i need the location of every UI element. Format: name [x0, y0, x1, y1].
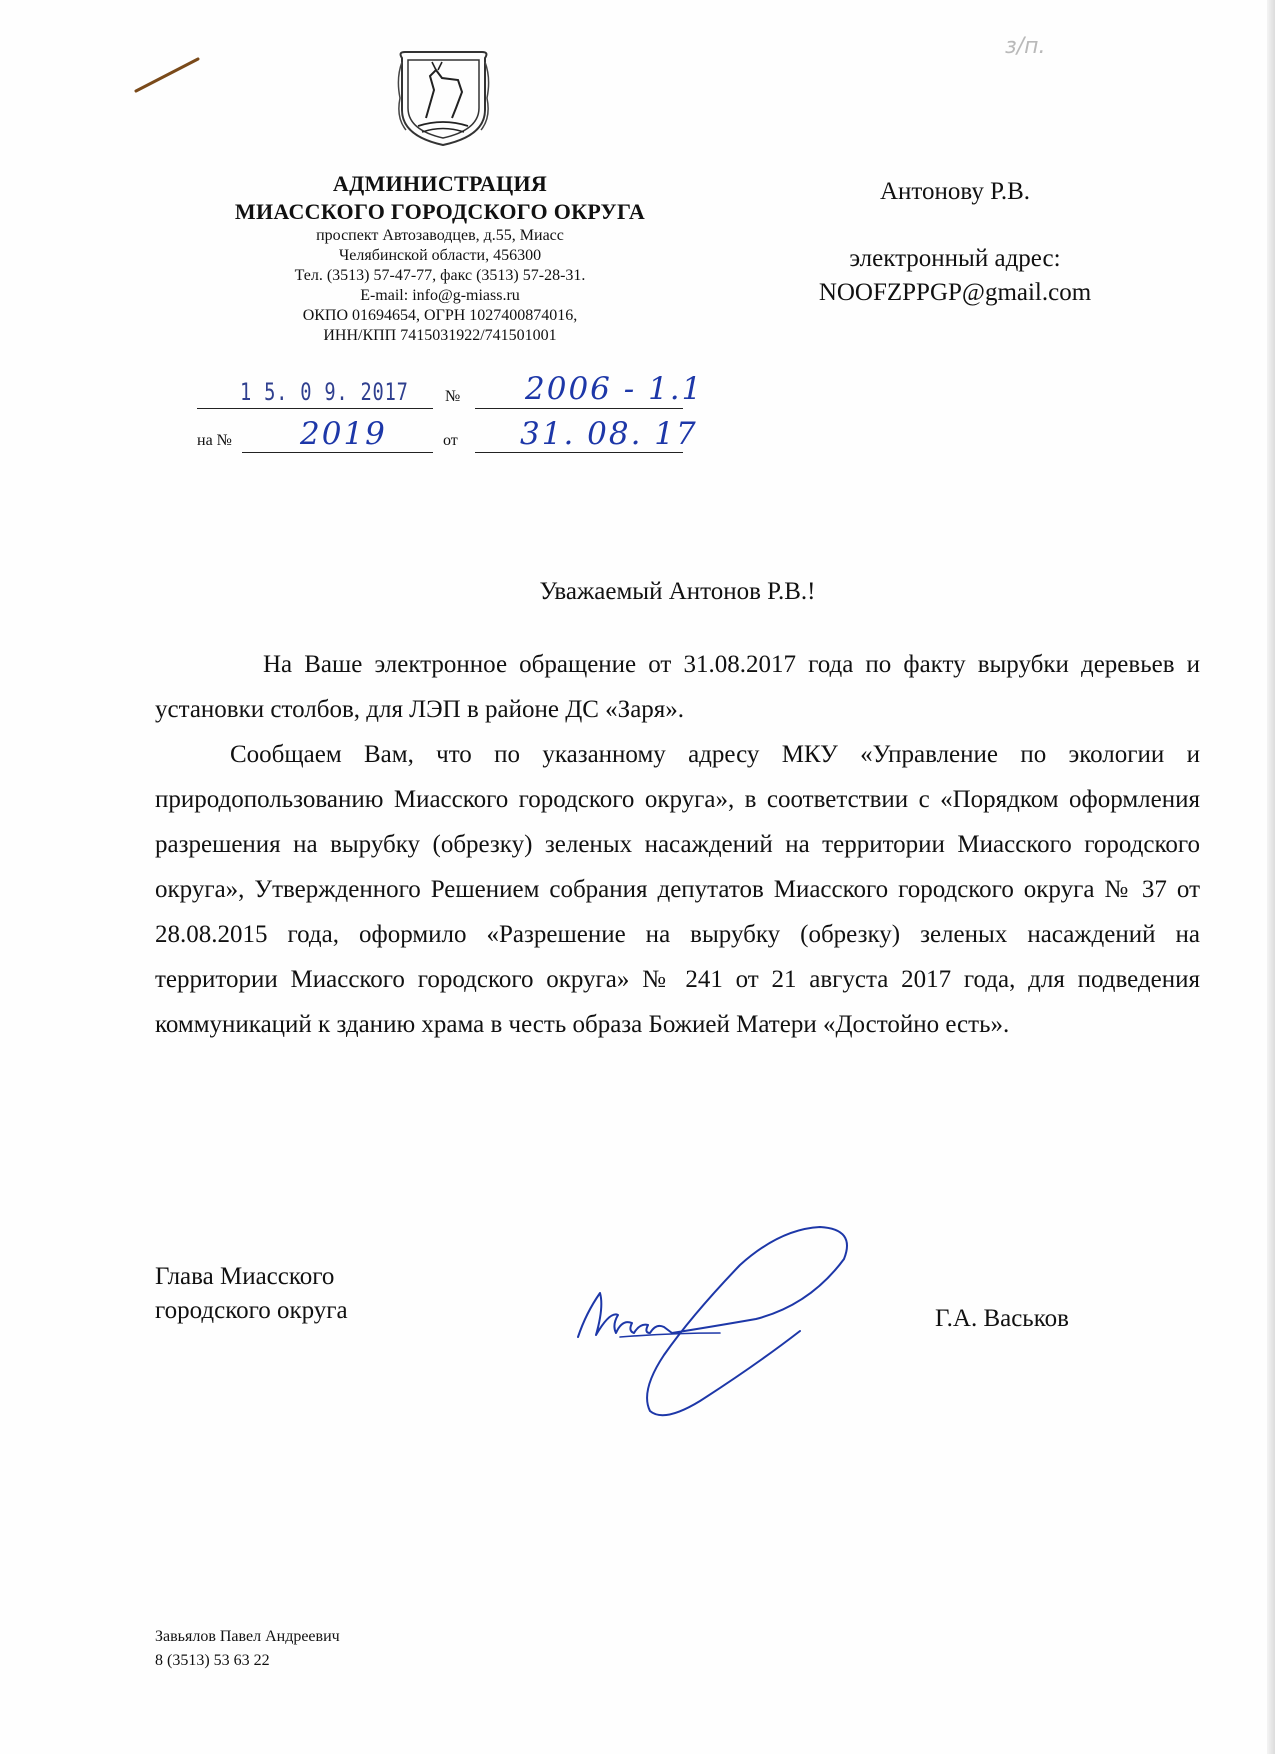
coat-of-arms-emblem — [396, 48, 491, 148]
org-name-line2: МИАССКОГО ГОРОДСКОГО ОКРУГА — [234, 199, 646, 224]
scan-edge — [1267, 0, 1275, 1754]
in-reply-label: на № — [197, 432, 232, 449]
pencil-mark — [132, 55, 202, 95]
in-reply-underline — [242, 452, 433, 453]
address-line: проспект Автозаводцев, д.55, Миасс — [316, 227, 564, 244]
salutation: Уважаемый Антонов Р.В.! — [539, 578, 816, 605]
date-underline — [197, 408, 433, 409]
in-reply-date: 31. 08. 17 — [520, 416, 698, 452]
letter-body — [155, 642, 1200, 1047]
executor-name: Завьялов Павел Андреевич — [155, 1628, 340, 1645]
recipient-email-label: электронный адрес: — [849, 245, 1061, 272]
signer-name: Г.А. Васьков — [935, 1305, 1069, 1332]
in-reply-number: 2019 — [300, 416, 387, 452]
executor-info — [155, 1625, 340, 1673]
number-underline — [475, 408, 683, 409]
org-name-line1: АДМИНИСТРАЦИЯ — [332, 171, 548, 196]
phone-line: Тел. (3513) 57-47-77, факс (3513) 57-28-31. — [294, 267, 586, 284]
signer-title — [155, 1260, 348, 1328]
margin-note: з/п. — [1005, 34, 1046, 59]
okpo-line: ОКПО 01694654, ОГРН 1027400874016, — [302, 307, 578, 324]
email-line: E-mail: info@g-miass.ru — [360, 287, 520, 304]
address-line: Челябинской области, 456300 — [338, 247, 542, 264]
recipient-email: NOOFZPPGP@gmail.com — [818, 279, 1092, 306]
body-paragraph-2: Сообщаем Вам, что по указанному адресу МКУ «Управление по экологии и природопользованию Миасского городского округа», в соответствии с «Порядком оформления разрешения на вырубку (обрезку) зеленых насаждений на территории Миасского городского округа», Утвержденного Решением собрания депутатов Миасского городского округа № 37 от 28.08.2015 года, оформило «Разрешение на вырубку (обрезку) зеленых насаждений на территории Миасского городского округа» № 241 от 21 августа 2017 года, для подведения коммуникаций к зданию храма в честь образа Божией Матери «Достойно есть». — [155, 741, 1200, 1038]
recipient-block — [785, 175, 1125, 310]
from-label: от — [443, 432, 458, 449]
handwritten-signature — [560, 1215, 900, 1435]
executor-phone: 8 (3513) 53 63 22 — [155, 1652, 270, 1669]
inn-line: ИНН/КПП 7415031922/741501001 — [323, 327, 557, 344]
body-paragraph-1: На Ваше электронное обращение от 31.08.2017 года по факту вырубки деревьев и установки столбов, для ЛЭП в районе ДС «Заря». — [155, 651, 1200, 723]
signer-title-line1: Глава Миасского — [155, 1263, 335, 1290]
signer-title-line2: городского округа — [155, 1297, 348, 1324]
sender-block — [165, 170, 715, 346]
outgoing-number: 2006 - 1.1 — [525, 371, 704, 407]
recipient-name: Антонову Р.В. — [879, 178, 1031, 205]
number-label: № — [445, 388, 461, 405]
from-underline — [475, 452, 683, 453]
outgoing-date-stamp: 1 5. 0 9. 2017 — [240, 378, 409, 406]
